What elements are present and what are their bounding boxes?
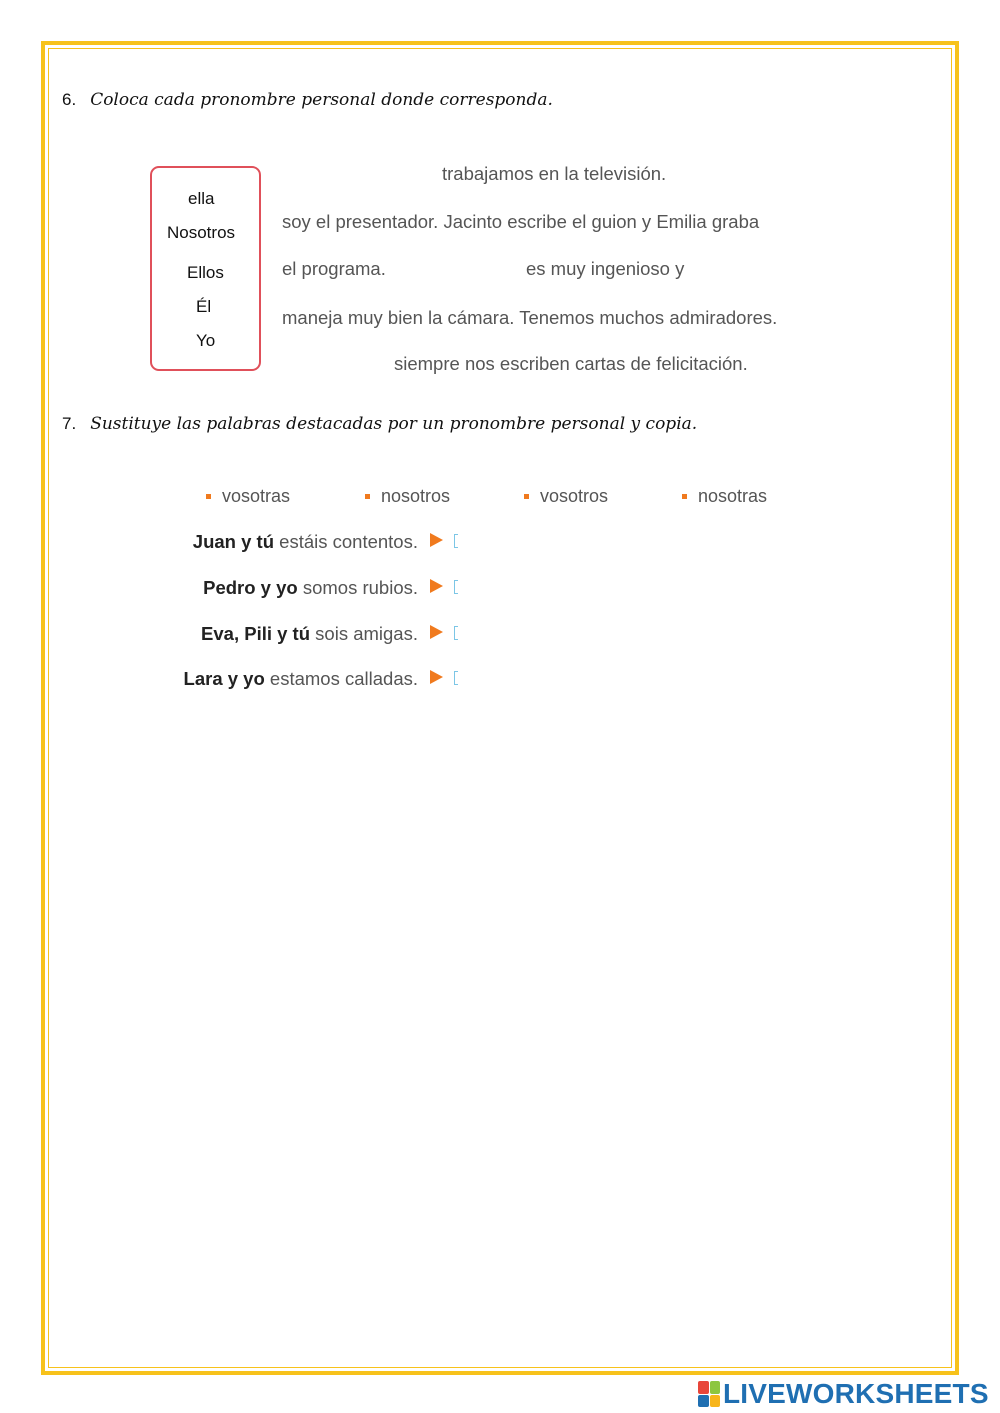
option-nosotros: nosotros <box>365 486 450 507</box>
bullet-icon <box>524 494 529 499</box>
logo-text: LIVEWORKSHEETS <box>723 1378 989 1409</box>
exercise-6-instruction-text: Coloca cada pronombre personal donde corresponda. <box>90 90 553 110</box>
text-line-1: trabajamos en la televisión. <box>442 163 667 184</box>
pronoun-nosotros[interactable]: Nosotros <box>167 223 236 242</box>
sentence-4-highlight: Lara y yo <box>183 668 265 689</box>
answer-slot-4[interactable] <box>454 671 458 685</box>
option-vosotras: vosotras <box>206 486 290 507</box>
exercise-7-instruction-text: Sustituye las palabras destacadas por un pronombre personal y copia. <box>90 414 698 434</box>
bullet-icon <box>206 494 211 499</box>
exercise-6-number: 6. <box>62 90 77 109</box>
sentence-2-rest: somos rubios. <box>302 577 418 598</box>
sentence-3-rest: sois amigas. <box>315 623 418 644</box>
sentence-3-highlight: Eva, Pili y tú <box>201 623 311 644</box>
answer-slot-2[interactable] <box>454 580 458 594</box>
pronoun-yo[interactable]: Yo <box>196 331 216 350</box>
arrow-right-icon <box>430 579 443 593</box>
text-line-5: siempre nos escriben cartas de felicitación. <box>394 353 748 374</box>
arrow-right-icon <box>430 533 443 547</box>
sentence-4-rest: estamos calladas. <box>269 668 418 689</box>
sentence-1 <box>193 531 418 553</box>
pronoun-ellos[interactable]: Ellos <box>187 263 224 282</box>
sentence-4 <box>184 668 418 690</box>
pronoun-ella[interactable]: ella <box>188 189 215 208</box>
logo-square-1 <box>698 1381 709 1394</box>
arrow-right-icon <box>430 670 443 684</box>
bullet-icon <box>365 494 370 499</box>
sentence-1-rest: estáis contentos. <box>279 531 418 552</box>
exercise-7-instruction <box>62 414 697 434</box>
sentence-1-highlight: Juan y tú <box>192 531 275 552</box>
sentence-2 <box>203 577 418 599</box>
option-nosotras: nosotras <box>682 486 767 507</box>
arrow-right-icon <box>430 625 443 639</box>
liveworksheets-logo <box>698 1379 989 1409</box>
exercise-7-number: 7. <box>62 414 77 433</box>
text-line-3b: es muy ingenioso y <box>526 258 685 279</box>
sentence-3 <box>201 623 418 645</box>
sentence-2-highlight: Pedro y yo <box>203 577 298 598</box>
text-line-2: soy el presentador. Jacinto escribe el guion y Emilia graba <box>282 211 760 232</box>
option-vosotros: vosotros <box>524 486 608 507</box>
answer-slot-3[interactable] <box>454 626 458 640</box>
text-line-3a: el programa. <box>282 258 386 279</box>
liveworksheets-logo-icon <box>698 1381 720 1407</box>
logo-square-2 <box>710 1381 721 1394</box>
logo-square-3 <box>698 1395 709 1408</box>
bullet-icon <box>682 494 687 499</box>
exercise-6-instruction <box>62 90 553 110</box>
pronoun-el[interactable]: Él <box>196 297 212 316</box>
logo-square-4 <box>710 1395 721 1408</box>
answer-slot-1[interactable] <box>454 534 458 548</box>
text-line-4: maneja muy bien la cámara. Tenemos muchos admiradores. <box>282 307 778 328</box>
